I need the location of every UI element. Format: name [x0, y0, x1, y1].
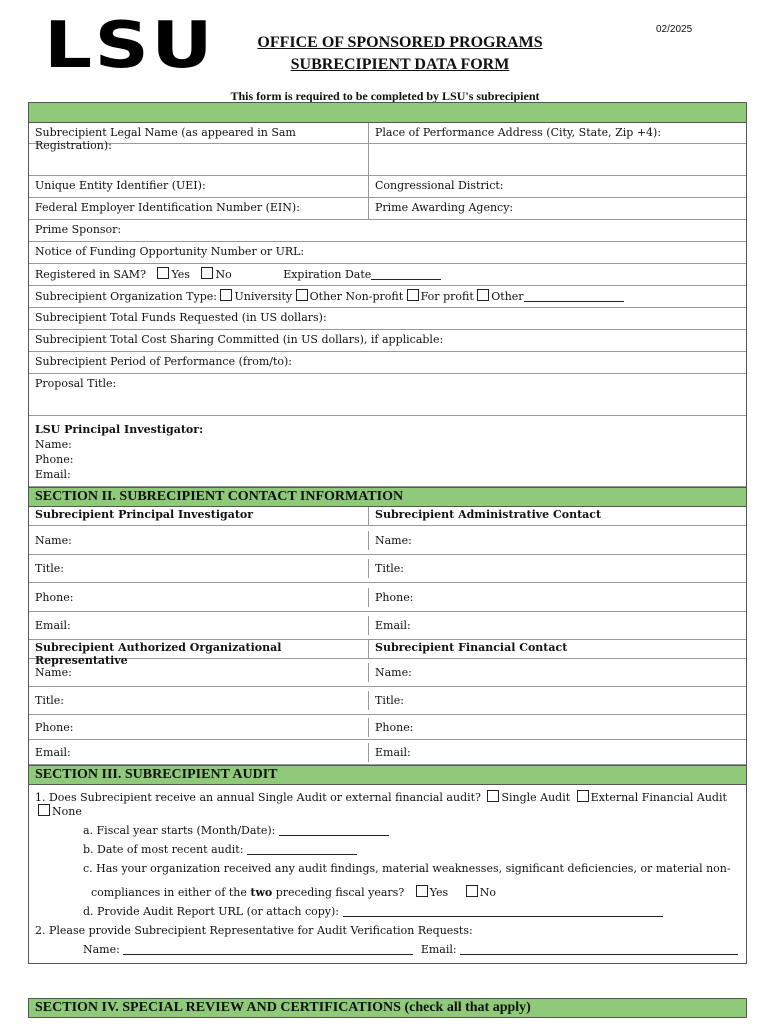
- place-label: Place of Performance Address (City, State, Zip +4):: [375, 126, 662, 139]
- nonprofit-label: Other Non-profit: [309, 290, 404, 303]
- row-period: [29, 352, 746, 374]
- lsu-pi-name[interactable]: Name:: [35, 438, 72, 451]
- sam-label: Registered in SAM?: [35, 268, 146, 281]
- audit-q1d: [35, 905, 740, 918]
- expiration-label: Expiration Date: [283, 268, 372, 281]
- audit-q2: 2. Please provide Subrecipient Representative for Audit Verification Requests:: [35, 924, 473, 937]
- audit-q1d-text: d. Provide Audit Report URL (or attach copy):: [83, 905, 339, 918]
- nonprofit-checkbox[interactable]: [296, 289, 308, 301]
- row-sam: [29, 264, 746, 286]
- other-line[interactable]: [524, 301, 624, 302]
- row-legal-name: [29, 123, 746, 152]
- audit-q1c-text-c: preceding fiscal years?: [275, 886, 405, 899]
- audit-rep-name-label: Name:: [83, 943, 120, 956]
- sam-no-checkbox[interactable]: [201, 267, 213, 279]
- office-title: OFFICE OF SPONSORED PROGRAMS: [257, 34, 543, 51]
- funds-field[interactable]: Subrecipient Total Funds Requested (in US dollars):: [35, 311, 327, 324]
- audit-q1c-text-a: compliances in either of the: [91, 886, 247, 899]
- row-legal-name-input: [29, 144, 746, 176]
- admin-phone-field[interactable]: Phone:: [375, 590, 414, 604]
- forprofit-checkbox[interactable]: [407, 289, 419, 301]
- cost-share-field[interactable]: Subrecipient Total Cost Sharing Committed (in US dollars), if applicable:: [35, 333, 444, 346]
- single-audit-label: Single Audit: [501, 791, 571, 804]
- sam-yes-checkbox[interactable]: [157, 267, 169, 279]
- recent-audit-line[interactable]: [247, 854, 357, 855]
- section-1-bar: [29, 103, 746, 123]
- row-c2-phone: [29, 715, 746, 740]
- sam-yes-label: Yes: [171, 268, 190, 281]
- place-field[interactable]: [369, 144, 746, 175]
- sub-admin-heading: Subrecipient Administrative Contact: [375, 508, 602, 521]
- sub-pi-heading: Subrecipient Principal Investigator: [29, 507, 369, 525]
- section-4-box: [28, 998, 747, 1018]
- pi-name-field[interactable]: Name:: [29, 531, 369, 550]
- row-c1-email: [29, 612, 746, 640]
- form-date: 02/2025: [656, 24, 693, 35]
- org-type-field: [29, 286, 630, 307]
- audit-url-line[interactable]: [343, 916, 663, 917]
- aor-phone-field[interactable]: Phone:: [29, 718, 369, 737]
- fiscal-year-line[interactable]: [279, 835, 389, 836]
- findings-no-checkbox[interactable]: [466, 885, 478, 897]
- audit-q1a: [35, 824, 740, 837]
- admin-email-field[interactable]: Email:: [375, 619, 411, 632]
- external-audit-checkbox[interactable]: [577, 790, 589, 802]
- fin-phone-field[interactable]: Phone:: [375, 720, 414, 734]
- expiration-line[interactable]: [371, 279, 441, 280]
- row-nofo: [29, 242, 746, 264]
- row-ein: [29, 198, 746, 220]
- legal-name-field[interactable]: [29, 144, 369, 175]
- aor-title-field[interactable]: Title:: [29, 691, 369, 710]
- sam-no-label: No: [215, 268, 232, 281]
- row-contact-headers-2: [29, 640, 746, 667]
- audit-rep-email-line[interactable]: [460, 954, 738, 955]
- audit-q1: [35, 790, 740, 818]
- other-checkbox[interactable]: [477, 289, 489, 301]
- findings-no-label: No: [479, 886, 496, 899]
- fin-name-field[interactable]: Name:: [375, 666, 412, 679]
- external-audit-label: External Financial Audit: [590, 791, 727, 804]
- lsu-pi-phone[interactable]: Phone:: [35, 453, 74, 466]
- sponsor-field[interactable]: Prime Sponsor:: [35, 223, 122, 236]
- row-org-type: [29, 286, 746, 308]
- uei-field[interactable]: Unique Entity Identifier (UEI):: [29, 176, 369, 197]
- lsu-logo: LSU: [44, 9, 215, 83]
- pi-email-field[interactable]: Email:: [29, 616, 369, 635]
- admin-name-field[interactable]: Name:: [375, 533, 412, 547]
- audit-rep-email-label: Email:: [420, 943, 457, 956]
- row-lsu-pi: [29, 416, 746, 487]
- admin-title-field[interactable]: Title:: [375, 562, 405, 575]
- audit-q1-text: 1. Does Subrecipient receive an annual Single Audit or external financial audit?: [35, 791, 481, 804]
- proposal-field[interactable]: Proposal Title:: [35, 377, 117, 390]
- audit-block: [29, 785, 746, 963]
- org-type-label: Subrecipient Organization Type:: [35, 290, 217, 303]
- row-c2-email: [29, 740, 746, 765]
- single-audit-checkbox[interactable]: [487, 790, 499, 802]
- fin-heading: Subrecipient Financial Contact: [375, 641, 568, 654]
- audit-q1b-text: b. Date of most recent audit:: [83, 843, 244, 856]
- findings-yes-label: Yes: [429, 886, 449, 899]
- audit-q1c-cont: [35, 885, 740, 899]
- none-audit-checkbox[interactable]: [38, 804, 50, 816]
- row-c2-title: [29, 687, 746, 715]
- section-3-heading: SECTION III. SUBRECIPIENT AUDIT: [29, 765, 746, 785]
- legal-name-label: Subrecipient Legal Name (as appeared in Sam Registration):: [29, 123, 369, 143]
- university-label: University: [234, 290, 293, 303]
- form-title: SUBRECIPIENT DATA FORM: [290, 56, 510, 73]
- audit-q1c: c. Has your organization received any audit findings, material weaknesses, significant deficiencies, or material non-: [83, 862, 731, 875]
- row-c1-name: [29, 526, 746, 555]
- lsu-pi-block: [29, 416, 209, 486]
- other-label: Other: [491, 290, 524, 303]
- none-audit-label: None: [52, 805, 82, 818]
- district-field[interactable]: Congressional District:: [375, 179, 504, 192]
- form-table: [28, 102, 747, 964]
- row-uei: [29, 176, 746, 198]
- findings-yes-checkbox[interactable]: [416, 885, 428, 897]
- row-cost-share: [29, 330, 746, 352]
- ein-field[interactable]: Federal Employer Identification Number (EIN):: [29, 198, 369, 219]
- row-c1-phone: [29, 583, 746, 612]
- form-subtitle: This form is required to be completed by LSU's subrecipient: [230, 89, 540, 103]
- audit-q2-fields: [35, 943, 740, 956]
- university-checkbox[interactable]: [220, 289, 232, 301]
- row-funds: [29, 308, 746, 330]
- aor-email-field[interactable]: Email:: [29, 743, 369, 762]
- audit-q1b: [35, 843, 740, 856]
- pi-phone-field[interactable]: Phone:: [29, 588, 369, 607]
- audit-rep-name-line[interactable]: [123, 954, 413, 955]
- fin-email-field[interactable]: Email:: [375, 745, 411, 759]
- lsu-pi-heading: LSU Principal Investigator:: [35, 423, 204, 436]
- agency-field[interactable]: Prime Awarding Agency:: [375, 201, 514, 214]
- pi-title-field[interactable]: Title:: [29, 559, 369, 578]
- forprofit-label: For profit: [420, 290, 474, 303]
- nofo-field[interactable]: Notice of Funding Opportunity Number or URL:: [35, 245, 305, 258]
- sam-field: [29, 264, 447, 285]
- row-contact-headers-1: [29, 507, 746, 526]
- row-sponsor: [29, 220, 746, 242]
- section-2-heading: SECTION II. SUBRECIPIENT CONTACT INFORMATION: [29, 487, 746, 507]
- audit-q1a-text: a. Fiscal year starts (Month/Date):: [83, 824, 276, 837]
- section-4-heading: SECTION IV. SPECIAL REVIEW AND CERTIFICATIONS (check all that apply): [29, 999, 746, 1017]
- aor-name-field[interactable]: Name:: [29, 663, 369, 682]
- row-proposal: [29, 374, 746, 416]
- fin-title-field[interactable]: Title:: [375, 694, 405, 707]
- audit-q1c-text-b: two: [250, 886, 273, 899]
- row-c1-title: [29, 555, 746, 583]
- row-c2-name: [29, 659, 746, 687]
- lsu-pi-email[interactable]: Email:: [35, 468, 71, 481]
- period-field[interactable]: Subrecipient Period of Performance (from/to):: [35, 355, 293, 368]
- aor-heading: Subrecipient Authorized Organizational Representative: [29, 640, 369, 658]
